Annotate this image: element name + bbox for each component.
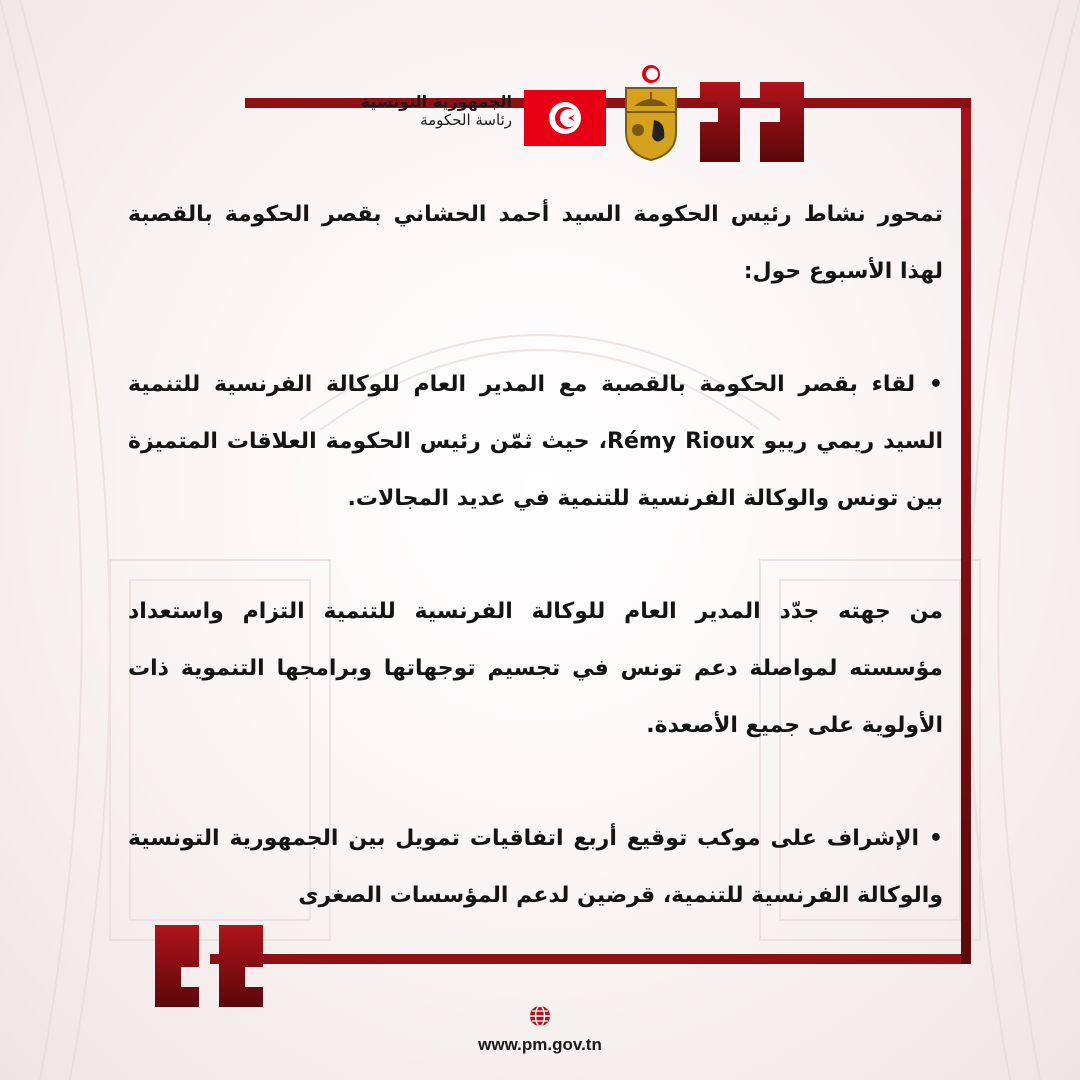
website-link[interactable]: www.pm.gov.tn: [478, 1035, 602, 1054]
bullet1-person-name: Rémy Rioux: [607, 429, 755, 454]
paragraph-2: من جهته جدّد المدير العام للوكالة الفرنسية للتنمية التزام واستعداد مؤسسته لمواصلة دعم تونس في تجسيم توجهاتها وبرامجها التنموية ذات الأولوية على جميع الأصعدة.: [128, 599, 943, 738]
intro-paragraph: تمحور نشاط رئيس الحكومة السيد أحمد الحشاني بقصر الحكومة بالقصبة لهذا الأسبوع حول:: [128, 202, 943, 284]
header: [360, 60, 690, 160]
quote-mark-icon: [155, 925, 263, 1007]
bullet-paragraph-1: [128, 356, 943, 527]
frame-right-bar: [961, 98, 971, 964]
coat-of-arms-icon: [618, 62, 684, 162]
gov-line-2: رئاسة الحكومة: [420, 111, 512, 130]
frame-bottom-bar: [210, 954, 971, 964]
government-name: [360, 92, 512, 129]
bullet-paragraph-2: • الإشراف على موكب توقيع أربع اتفاقيات تمويل بين الجمهورية التونسية والوكالة الفرنسية للتنمية، قرضين لدعم المؤسسات الصغرى: [128, 826, 943, 908]
bullet1-text-a: • لقاء بقصر الحكومة بالقصبة مع المدير العام للوكالة الفرنسية للتنمية السيد ريمي رييو: [128, 372, 944, 454]
tunisia-flag-icon: [524, 90, 606, 146]
post-body: [128, 186, 943, 916]
globe-icon: [529, 1005, 551, 1027]
bullet1-text-b: ، حيث ثمّن رئيس الحكومة العلاقات المتميزة بين تونس والوكالة الفرنسية للتنمية في عديد المجالات.: [128, 429, 943, 511]
footer: [440, 1005, 640, 1055]
quote-mark-icon: [700, 82, 804, 162]
gov-line-1: الجمهورية التونسية: [360, 92, 512, 111]
